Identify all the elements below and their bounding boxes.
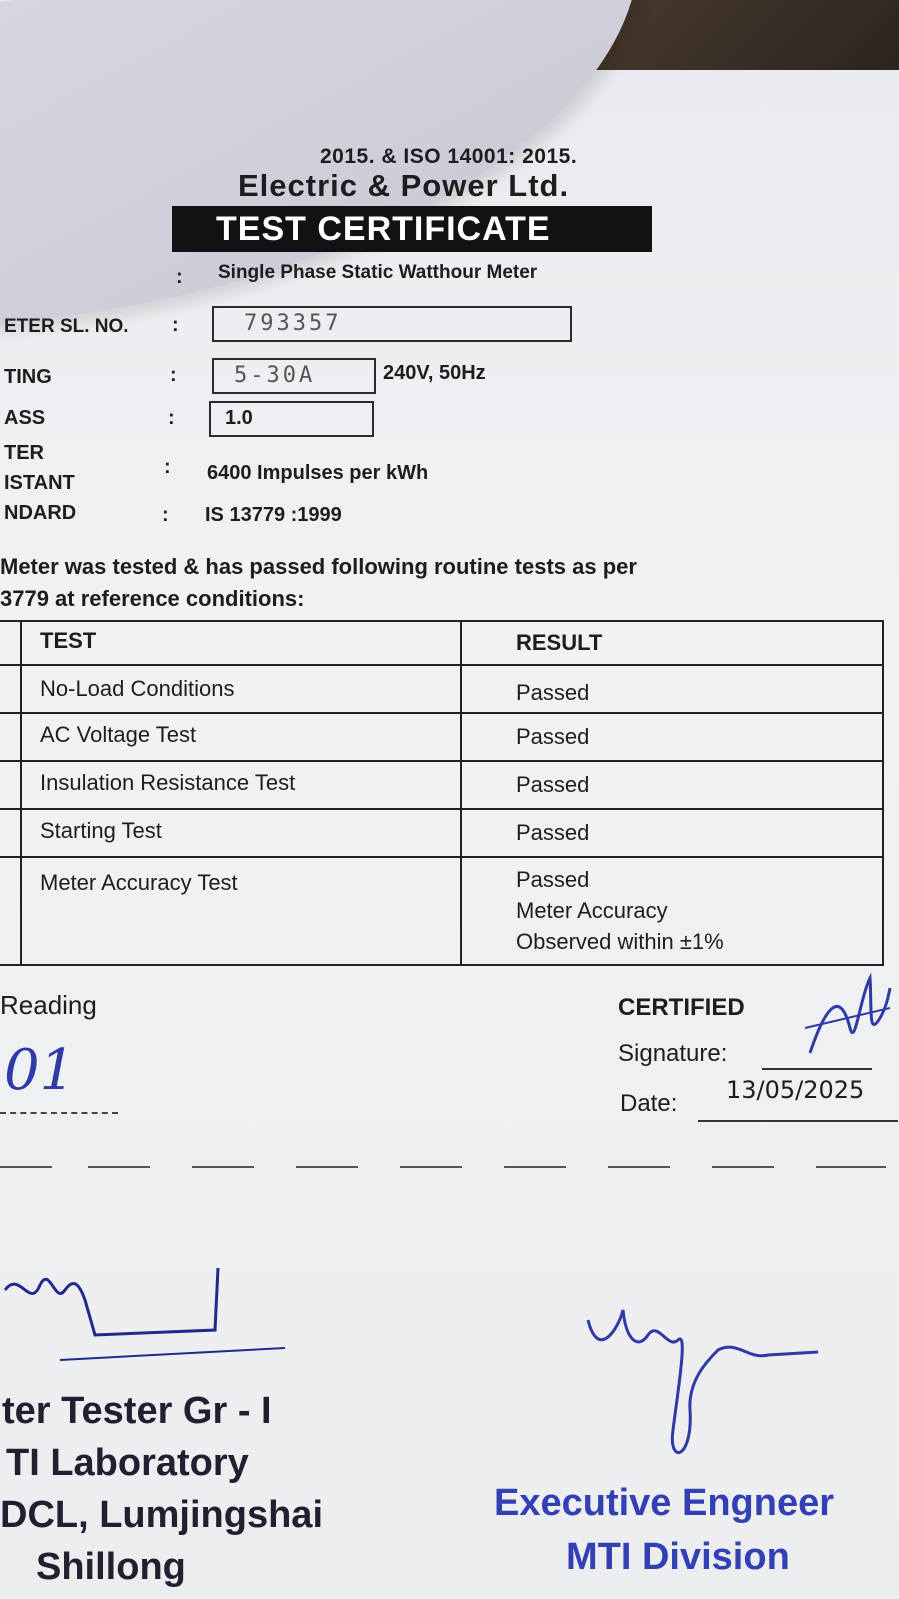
accuracy-note: Meter Accuracy	[516, 898, 668, 923]
accuracy-result-cell	[461, 857, 883, 965]
table-cell	[0, 665, 21, 713]
standard-value: IS 13779 :1999	[205, 504, 342, 526]
separator-dash	[0, 1166, 52, 1168]
table-row	[0, 665, 883, 713]
iso-line: 2015. & ISO 14001: 2015.	[320, 145, 578, 168]
type-colon: :	[176, 266, 183, 288]
rating-label: TING	[4, 366, 52, 388]
table-cell	[0, 621, 21, 665]
reading-underline	[0, 1112, 118, 1114]
right-sign-line-2: MTI Division	[566, 1536, 790, 1578]
class-box	[209, 401, 374, 437]
date-line	[698, 1120, 898, 1122]
test-name: AC Voltage Test	[21, 713, 461, 761]
table-header-row	[0, 621, 883, 665]
separator-dash	[88, 1166, 150, 1168]
separator-dash	[192, 1166, 254, 1168]
right-sign-line-1: Executive Engneer	[494, 1482, 835, 1524]
test-result: Passed	[461, 713, 883, 761]
certified-label: CERTIFIED	[618, 994, 745, 1021]
left-sign-line-3: DCL, Lumjingshai	[0, 1494, 323, 1536]
constant-label-2: ISTANT	[4, 472, 75, 494]
separator-dash	[816, 1166, 886, 1168]
reading-label: Reading	[0, 990, 97, 1020]
right-signature-icon	[578, 1300, 828, 1480]
separator-dash	[608, 1166, 670, 1168]
left-sign-line-2: TI Laboratory	[6, 1442, 249, 1484]
separator-dash	[504, 1166, 566, 1168]
header-result: RESULT	[461, 621, 883, 665]
date-value: 13/05/2025	[726, 1076, 865, 1104]
left-signature-icon	[0, 1260, 300, 1370]
reading-value: 01	[4, 1038, 76, 1103]
accuracy-range: Observed within ±1%	[516, 929, 724, 954]
table-row	[0, 713, 883, 761]
table-row	[0, 809, 883, 857]
table-row	[0, 857, 883, 965]
rating-box	[212, 358, 376, 394]
serial-label: ETER SL. NO.	[4, 316, 129, 337]
test-result: Passed	[461, 665, 883, 713]
constant-colon: :	[164, 456, 171, 478]
class-label: ASS	[4, 407, 46, 429]
table-cell	[0, 857, 21, 965]
header-test: TEST	[21, 621, 461, 665]
constant-value: 6400 Impulses per kWh	[207, 462, 429, 484]
serial-colon: :	[172, 314, 179, 336]
table-cell	[0, 761, 21, 809]
serial-value: 793357	[244, 311, 342, 336]
test-result: Passed	[461, 761, 883, 809]
title-banner: TEST CERTIFICATE	[172, 206, 652, 252]
class-value: 1.0	[225, 407, 253, 429]
separator-dash	[400, 1166, 462, 1168]
rating-value: 240V, 50Hz	[383, 362, 486, 384]
rating-colon: :	[170, 364, 177, 386]
serial-box	[212, 306, 572, 342]
test-name: No-Load Conditions	[21, 665, 461, 713]
standard-label: NDARD	[4, 502, 77, 524]
test-result: Passed	[461, 809, 883, 857]
separator-dash	[296, 1166, 358, 1168]
constant-label-1: TER	[4, 442, 44, 464]
separator-dash	[712, 1166, 774, 1168]
date-label: Date:	[620, 1090, 678, 1117]
table-cell	[0, 809, 21, 857]
test-name: Starting Test	[21, 809, 461, 857]
statement-line-1: Meter was tested & has passed following routine tests as per	[0, 554, 637, 579]
type-value: Single Phase Static Watthour Meter	[218, 262, 538, 283]
test-result: Passed	[516, 867, 590, 892]
table-cell	[0, 713, 21, 761]
class-colon: :	[168, 407, 175, 429]
table-row	[0, 761, 883, 809]
company-name: Electric & Power Ltd.	[238, 168, 570, 203]
signature-label: Signature:	[618, 1040, 728, 1067]
statement-line-2: 3779 at reference conditions:	[0, 586, 305, 611]
test-results-table	[0, 620, 884, 966]
left-sign-line-4: Shillong	[36, 1546, 186, 1588]
standard-colon: :	[162, 504, 169, 526]
test-name: Meter Accuracy Test	[21, 857, 461, 965]
left-sign-line-1: ter Tester Gr - I	[2, 1390, 272, 1432]
rating-stamp: 5-30A	[234, 363, 316, 388]
signature-scribble-icon	[800, 968, 895, 1078]
test-name: Insulation Resistance Test	[21, 761, 461, 809]
